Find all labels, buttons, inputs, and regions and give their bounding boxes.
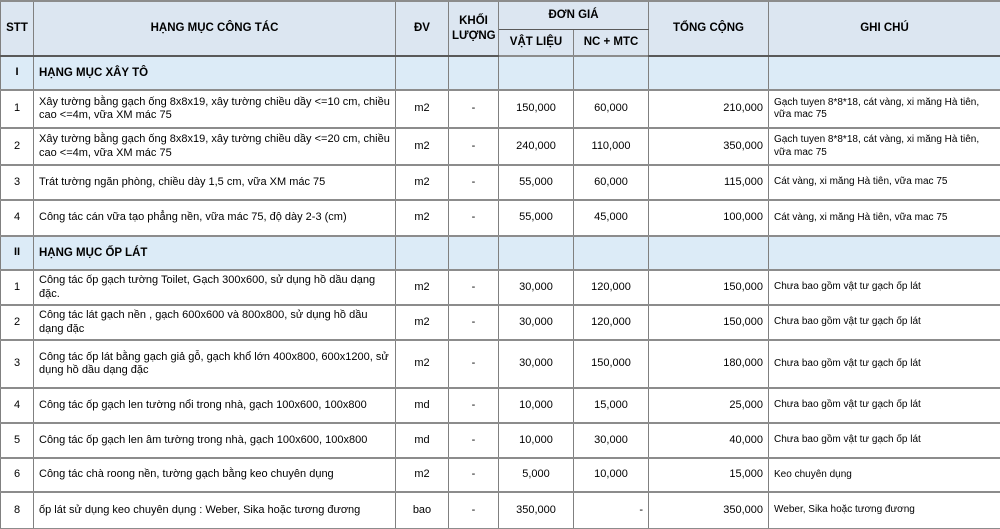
material-price-cell: 150,000 — [499, 90, 574, 128]
header-stt: STT — [1, 1, 34, 56]
note-cell: Cát vàng, xi măng Hà tiên, vữa mac 75 — [769, 200, 1000, 236]
note-cell: Weber, Sika hoặc tương đương — [769, 492, 1000, 529]
quantity-cell: - — [449, 388, 499, 423]
unit-cell: md — [396, 423, 449, 458]
table-row — [1, 165, 1000, 200]
labor-price-cell: 30,000 — [574, 423, 649, 458]
total-cell: 15,000 — [649, 458, 769, 492]
total-cell: 150,000 — [649, 270, 769, 305]
work-item-cell: Xây tường bằng gạch ống 8x8x19, xây tường chiều dầy <=20 cm, chiều cao <=4m, vữa XM mác 75 — [34, 128, 396, 165]
unit-cell: m2 — [396, 270, 449, 305]
table-body — [1, 56, 1000, 529]
quantity-cell: - — [449, 128, 499, 165]
total-cell: 210,000 — [649, 90, 769, 128]
note-cell: Chưa bao gồm vật tư gạch ốp lát — [769, 388, 1000, 423]
stt-cell: 3 — [1, 340, 34, 388]
quantity-cell: - — [449, 165, 499, 200]
labor-price-cell: - — [574, 492, 649, 529]
quantity-cell: - — [449, 200, 499, 236]
section-number-cell: II — [1, 236, 34, 270]
header-don-gia: ĐƠN GIÁ — [499, 1, 649, 29]
header-tong-cong: TỔNG CỘNG — [649, 1, 769, 56]
section-title-cell: HẠNG MỤC XÂY TÔ — [34, 56, 396, 90]
section-empty-cell — [449, 236, 499, 270]
total-cell: 115,000 — [649, 165, 769, 200]
section-empty-cell — [649, 56, 769, 90]
header-khoi-luong: KHỐI LƯỢNG — [449, 1, 499, 56]
stt-cell: 4 — [1, 200, 34, 236]
total-cell: 350,000 — [649, 492, 769, 529]
unit-cell: m2 — [396, 128, 449, 165]
labor-price-cell: 15,000 — [574, 388, 649, 423]
stt-cell: 6 — [1, 458, 34, 492]
labor-price-cell: 150,000 — [574, 340, 649, 388]
section-empty-cell — [769, 236, 1000, 270]
quantity-cell: - — [449, 270, 499, 305]
note-cell: Cát vàng, xi măng Hà tiên, vữa mac 75 — [769, 165, 1000, 200]
labor-price-cell: 45,000 — [574, 200, 649, 236]
table-header — [1, 1, 1000, 56]
stt-cell: 8 — [1, 492, 34, 529]
labor-price-cell: 110,000 — [574, 128, 649, 165]
header-vat-lieu: VẬT LIỆU — [499, 29, 574, 56]
section-empty-cell — [499, 236, 574, 270]
work-item-cell: Xây tường bằng gạch ống 8x8x19, xây tường chiều dầy <=10 cm, chiều cao <=4m, vữa XM mác 75 — [34, 90, 396, 128]
stt-cell: 3 — [1, 165, 34, 200]
table-row — [1, 305, 1000, 340]
stt-cell: 4 — [1, 388, 34, 423]
work-item-cell: Công tác ốp gạch len tường nổi trong nhà, gạch 100x600, 100x800 — [34, 388, 396, 423]
table-row — [1, 458, 1000, 492]
work-item-cell: Công tác lát gạch nền , gạch 600x600 và 800x800, sử dụng hồ dầu dạng đặc — [34, 305, 396, 340]
material-price-cell: 5,000 — [499, 458, 574, 492]
section-row — [1, 236, 1000, 270]
quantity-cell: - — [449, 305, 499, 340]
material-price-cell: 30,000 — [499, 340, 574, 388]
section-row — [1, 56, 1000, 90]
table-row — [1, 388, 1000, 423]
quantity-cell: - — [449, 90, 499, 128]
header-dv: ĐV — [396, 1, 449, 56]
note-cell: Gạch tuyen 8*8*18, cát vàng, xi măng Hà tiên, vữa mac 75 — [769, 90, 1000, 128]
material-price-cell: 240,000 — [499, 128, 574, 165]
unit-cell: m2 — [396, 340, 449, 388]
table-row — [1, 90, 1000, 128]
work-item-cell: ốp lát sử dụng keo chuyên dụng : Weber, Sika hoặc tương đương — [34, 492, 396, 529]
note-cell: Chưa bao gồm vật tư gạch ốp lát — [769, 340, 1000, 388]
section-empty-cell — [769, 56, 1000, 90]
table-row — [1, 128, 1000, 165]
total-cell: 40,000 — [649, 423, 769, 458]
section-empty-cell — [449, 56, 499, 90]
unit-cell: m2 — [396, 165, 449, 200]
unit-cell: m2 — [396, 305, 449, 340]
material-price-cell: 55,000 — [499, 165, 574, 200]
header-ghi-chu: GHI CHÚ — [769, 1, 1000, 56]
note-cell: Chưa bao gồm vật tư gạch ốp lát — [769, 270, 1000, 305]
stt-cell: 5 — [1, 423, 34, 458]
stt-cell: 2 — [1, 305, 34, 340]
note-cell: Keo chuyên dụng — [769, 458, 1000, 492]
unit-cell: md — [396, 388, 449, 423]
work-item-cell: Công tác ốp gạch tường Toilet, Gạch 300x600, sử dụng hồ dầu dạng đặc. — [34, 270, 396, 305]
material-price-cell: 10,000 — [499, 388, 574, 423]
unit-cell: bao — [396, 492, 449, 529]
quantity-cell: - — [449, 492, 499, 529]
table-row — [1, 492, 1000, 529]
stt-cell: 1 — [1, 270, 34, 305]
total-cell: 180,000 — [649, 340, 769, 388]
labor-price-cell: 60,000 — [574, 90, 649, 128]
material-price-cell: 350,000 — [499, 492, 574, 529]
section-empty-cell — [396, 236, 449, 270]
labor-price-cell: 120,000 — [574, 305, 649, 340]
total-cell: 100,000 — [649, 200, 769, 236]
quantity-cell: - — [449, 340, 499, 388]
work-item-cell: Công tác chà roong nền, tường gạch bằng keo chuyên dụng — [34, 458, 396, 492]
note-cell: Chưa bao gồm vật tư gạch ốp lát — [769, 423, 1000, 458]
section-empty-cell — [499, 56, 574, 90]
stt-cell: 2 — [1, 128, 34, 165]
table-row — [1, 340, 1000, 388]
section-empty-cell — [574, 56, 649, 90]
table-row — [1, 423, 1000, 458]
unit-cell: m2 — [396, 90, 449, 128]
header-hang-muc-cong-tac: HẠNG MỤC CÔNG TÁC — [34, 1, 396, 56]
work-item-cell: Công tác cán vữa tạo phẳng nền, vữa mác 75, độ dày 2-3 (cm) — [34, 200, 396, 236]
total-cell: 350,000 — [649, 128, 769, 165]
total-cell: 25,000 — [649, 388, 769, 423]
section-empty-cell — [574, 236, 649, 270]
section-number-cell: I — [1, 56, 34, 90]
table-row — [1, 200, 1000, 236]
labor-price-cell: 60,000 — [574, 165, 649, 200]
total-cell: 150,000 — [649, 305, 769, 340]
note-cell: Chưa bao gồm vật tư gạch ốp lát — [769, 305, 1000, 340]
table-row — [1, 270, 1000, 305]
note-cell: Gạch tuyen 8*8*18, cát vàng, xi măng Hà tiên, vữa mac 75 — [769, 128, 1000, 165]
quantity-cell: - — [449, 423, 499, 458]
section-title-cell: HẠNG MỤC ỐP LÁT — [34, 236, 396, 270]
section-empty-cell — [396, 56, 449, 90]
unit-cell: m2 — [396, 200, 449, 236]
material-price-cell: 55,000 — [499, 200, 574, 236]
work-item-cell: Trát tường ngăn phòng, chiều dày 1,5 cm, vữa XM mác 75 — [34, 165, 396, 200]
material-price-cell: 10,000 — [499, 423, 574, 458]
header-nc-mtc: NC + MTC — [574, 29, 649, 56]
material-price-cell: 30,000 — [499, 270, 574, 305]
unit-cell: m2 — [396, 458, 449, 492]
work-item-cell: Công tác ốp lát bằng gạch giả gỗ, gạch khổ lớn 400x800, 600x1200, sử dụng hồ dầu dạng đặc — [34, 340, 396, 388]
quantity-cell: - — [449, 458, 499, 492]
material-price-cell: 30,000 — [499, 305, 574, 340]
work-item-cell: Công tác ốp gạch len âm tường trong nhà, gạch 100x600, 100x800 — [34, 423, 396, 458]
stt-cell: 1 — [1, 90, 34, 128]
labor-price-cell: 120,000 — [574, 270, 649, 305]
section-empty-cell — [649, 236, 769, 270]
labor-price-cell: 10,000 — [574, 458, 649, 492]
